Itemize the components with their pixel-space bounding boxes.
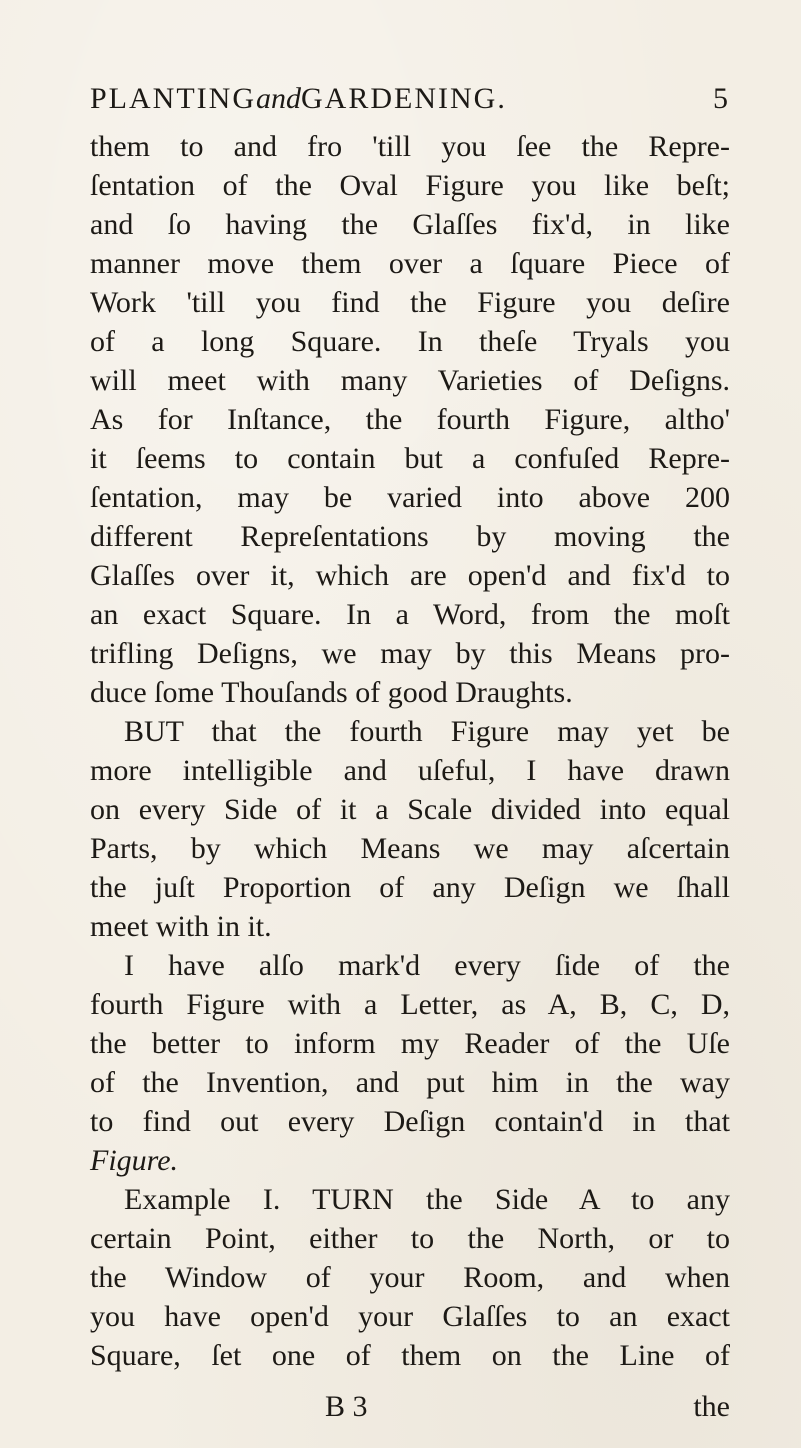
catchline (90, 1390, 730, 1430)
text-line: and ſo having the Glaſſes fix'd, in like (90, 208, 730, 241)
running-title-and: and (256, 82, 301, 115)
text-line: ſentation of the Oval Figure you like beſt; (90, 169, 730, 202)
text-line: of a long Square. In theſe Tryals you (90, 325, 730, 358)
text-line: duce ſome Thouſands of good Draughts. (90, 676, 573, 709)
text-line: Parts, by which Means we may aſcertain (90, 832, 730, 865)
text-line: BUT that the fourth Figure may yet be (124, 715, 730, 748)
text-line: more intelligible and uſeful, I have drawn (90, 754, 730, 787)
text-line: I have alſo mark'd every ſide of the (124, 949, 730, 982)
text-line: Figure. (90, 1144, 179, 1177)
text-line: As for Inſtance, the fourth Figure, altho' (90, 403, 730, 436)
running-title-planting: PLANTING (90, 82, 256, 115)
text-line: Example I. TURN the Side A to any (124, 1183, 730, 1216)
text-line: will meet with many Varieties of Deſigns. (90, 364, 730, 397)
text-line: certain Point, either to the North, or to (90, 1222, 730, 1255)
catchword: the (693, 1390, 730, 1423)
text-line: fourth Figure with a Letter, as A, B, C, D, (90, 988, 730, 1021)
text-line: them to and fro 'till you ſee the Repre- (90, 130, 730, 163)
text-line: Work 'till you find the Figure you deſire (90, 286, 730, 319)
text-line: ſentation, may be varied into above 200 (90, 481, 730, 514)
text-line: the better to inform my Reader of the Uſe (90, 1027, 730, 1060)
running-head (90, 82, 730, 126)
text-line: you have open'd your Glaſſes to an exact (90, 1300, 730, 1333)
text-line: trifling Deſigns, we may by this Means pro- (90, 637, 730, 670)
page-number: 5 (713, 82, 730, 115)
text-line: the Window of your Room, and when (90, 1261, 730, 1294)
text-line: meet with in it. (90, 910, 272, 943)
running-title (90, 82, 507, 116)
text-line: an exact Square. In a Word, from the moſt (90, 598, 730, 631)
text-line: the juſt Proportion of any Deſign we ſhall (90, 871, 730, 904)
text-line: to find out every Deſign contain'd in that (90, 1105, 730, 1138)
running-title-gardening: GARDENING. (301, 82, 507, 115)
text-line: different Repreſentations by moving the (90, 520, 730, 553)
text-line: Square, ſet one of them on the Line of (90, 1339, 730, 1372)
text-line: it ſeems to contain but a confuſed Repre- (90, 442, 730, 475)
text-line: manner move them over a ſquare Piece of (90, 247, 730, 280)
text-line: on every Side of it a Scale divided into equal (90, 793, 730, 826)
signature-mark: B 3 (325, 1390, 368, 1423)
text-line: Glaſſes over it, which are open'd and fix'd to (90, 559, 730, 592)
text-line: of the Invention, and put him in the way (90, 1066, 730, 1099)
